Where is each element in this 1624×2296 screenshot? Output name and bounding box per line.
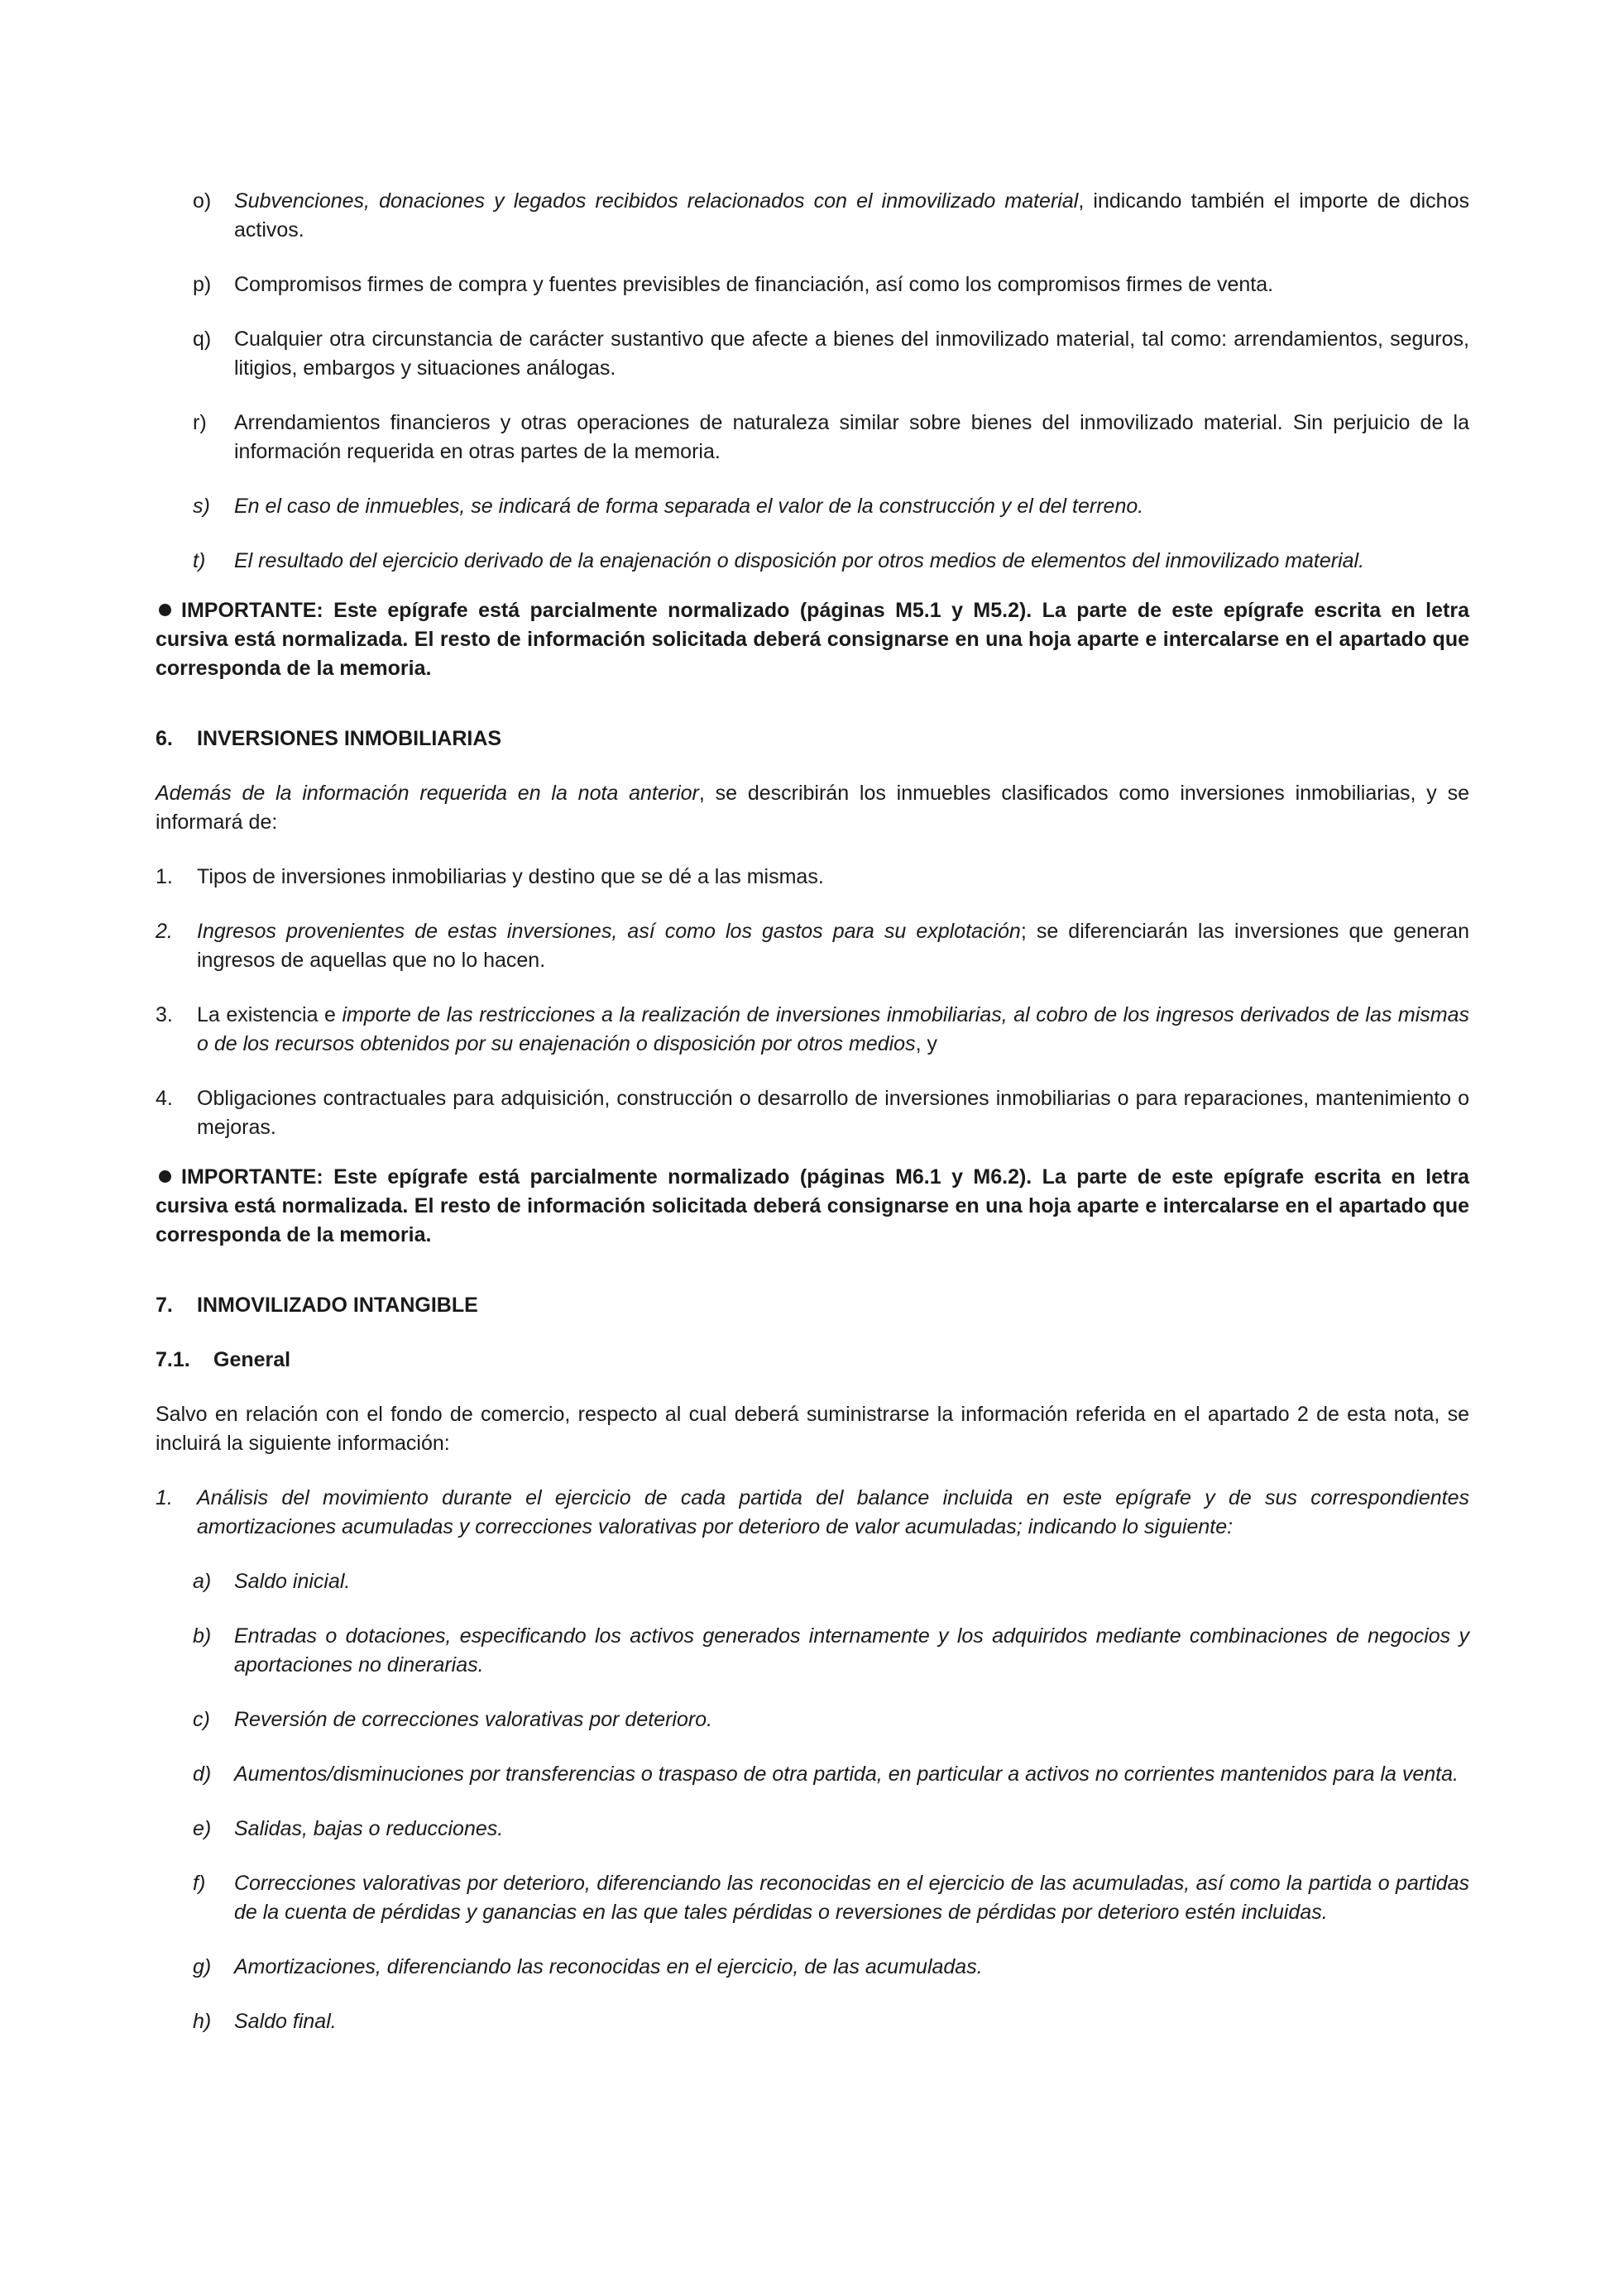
list-item-o — [156, 187, 1469, 245]
list-label: 3. — [156, 1003, 173, 1026]
subsection-heading-7-1 — [156, 1346, 1469, 1375]
list-text: Obligaciones contractuales para adquisición, construcción o desarrollo de inversiones inmobiliarias o para reparaciones, mantenimiento o mejoras. — [197, 1087, 1469, 1139]
list-label: r) — [193, 411, 207, 434]
section-heading-6 — [156, 725, 1469, 753]
list-label: c) — [193, 1708, 210, 1731]
list-text: Salidas, bajas o reducciones. — [234, 1817, 504, 1840]
list-item-s — [156, 492, 1469, 521]
list-text: Saldo inicial. — [234, 1570, 351, 1593]
list-text: Aumentos/disminuciones por transferencias o traspaso de otra partida, en particular a activos no corrientes mantenidos para la venta. — [234, 1763, 1459, 1786]
list-label: 2. — [156, 920, 173, 943]
list-text: En el caso de inmuebles, se indicará de forma separada el valor de la construcción y el del terreno. — [234, 495, 1144, 518]
section-title: INMOVILIZADO INTANGIBLE — [197, 1294, 478, 1317]
list-text: Arrendamientos financieros y otras operaciones de naturaleza similar sobre bienes del inmovilizado material. Sin perjuicio de la información requerida en otras partes de la memoria. — [234, 411, 1469, 463]
list-text: Amortizaciones, diferenciando las reconocidas en el ejercicio, de las acumuladas. — [234, 1955, 983, 1978]
list-label: d) — [193, 1763, 212, 1786]
list-text: Entradas o dotaciones, especificando los activos generados internamente y los adquiridos mediante combinaciones de negocios y aportaciones no dinerarias. — [234, 1624, 1469, 1677]
subsection-number: 7.1. — [156, 1348, 190, 1371]
list-text: Análisis del movimiento durante el ejercicio de cada partida del balance incluida en este epígrafe y de sus correspondientes amortizaciones acumuladas y correcciones valorativas por deterioro de valor acumuladas; indicando lo siguiente: — [197, 1486, 1469, 1538]
list-item-1 — [156, 863, 1469, 892]
document-page — [156, 182, 1469, 2036]
section-number: 7. — [156, 1294, 173, 1317]
list-item-c — [156, 1705, 1469, 1734]
list-label: b) — [193, 1624, 212, 1648]
list-item-1 — [156, 1484, 1469, 1542]
list-text: Reversión de correcciones valorativas por deterioro. — [234, 1708, 713, 1731]
list-label: 4. — [156, 1087, 173, 1110]
list-item-b — [156, 1622, 1469, 1680]
list-text-italic: Ingresos provenientes de estas inversiones, así como los gastos para su explotación — [197, 920, 1021, 943]
subsection-title: General — [213, 1348, 291, 1371]
list-item-d — [156, 1760, 1469, 1789]
section-number: 6. — [156, 727, 173, 750]
list-item-q — [156, 325, 1469, 383]
list-label: 1. — [156, 865, 173, 888]
list-item-f — [156, 1869, 1469, 1927]
list-label: t) — [193, 549, 206, 572]
list-label: p) — [193, 273, 212, 296]
section-title: INVERSIONES INMOBILIARIAS — [197, 727, 502, 750]
list-item-3: 3. La existencia e importe de las restricciones a la realización de inversiones inmobiliarias, al cobro de los ingresos derivados de las mismas o de los recursos obtenidos por su enajenación o disposición por otros medios, y — [156, 1001, 1469, 1059]
list-item-t — [156, 547, 1469, 576]
list-label: 1. — [156, 1486, 173, 1509]
list-text: Compromisos firmes de compra y fuentes previsibles de financiación, así como los compromisos firmes de venta. — [234, 273, 1274, 296]
list-text-italic: importe de las restricciones a la realización de inversiones inmobiliarias, al cobro de los ingresos derivados de las mismas o de los recursos obtenidos por su enajenación o disposición por otros medios — [197, 1003, 1470, 1055]
list-label: h) — [193, 2010, 212, 2033]
list-item-2 — [156, 917, 1469, 975]
important-note: IMPORTANTE: Este epígrafe está parcialmente normalizado (páginas M5.1 y M5.2). La parte de este epígrafe escrita en letra cursiva está normalizada. El resto de información solicitada deberá consignarse en una hoja aparte e intercalarse en el apartado que corresponda de la memoria. — [156, 599, 1469, 680]
list-text: El resultado del ejercicio derivado de la enajenación o disposición por otros medios de elementos del inmovilizado material. — [234, 549, 1365, 572]
list-item-4 — [156, 1084, 1469, 1142]
bullet-icon — [159, 1170, 171, 1183]
list-label: a) — [193, 1570, 212, 1593]
list-text: Tipos de inversiones inmobiliarias y destino que se dé a las mismas. — [197, 865, 824, 888]
list-label: g) — [193, 1955, 212, 1978]
list-text: Saldo final. — [234, 2010, 337, 2033]
list-text: Cualquier otra circunstancia de carácter sustantivo que afecte a bienes del inmovilizado material, tal como: arrendamientos, seguros, litigios, embargos y situaciones análogas. — [234, 328, 1469, 380]
list-item-r — [156, 409, 1469, 466]
list-item-e — [156, 1815, 1469, 1844]
list-label: e) — [193, 1817, 212, 1840]
list-text: , indicando también el importe de dichos activos. — [234, 189, 1469, 242]
list-text-italic: Subvenciones, donaciones y legados recibidos relacionados con el inmovilizado material — [234, 189, 1079, 213]
list-label: o) — [193, 189, 212, 213]
list-label: q) — [193, 328, 212, 351]
list-item-a — [156, 1567, 1469, 1596]
list-label: s) — [193, 495, 210, 518]
list-item-g — [156, 1953, 1469, 1982]
section-heading-7 — [156, 1291, 1469, 1320]
subsection-intro: Salvo en relación con el fondo de comercio, respecto al cual deberá suministrarse la información referida en el apartado 2 de esta nota, se incluirá la siguiente información: — [156, 1403, 1469, 1455]
section-intro: Además de la información requerida en la nota anterior, se describirán los inmuebles clasificados como inversiones inmobiliarias, y se informará de: — [156, 782, 1469, 834]
list-item-p — [156, 270, 1469, 299]
list-item-h — [156, 2007, 1469, 2036]
important-note: IMPORTANTE: Este epígrafe está parcialmente normalizado (páginas M6.1 y M6.2). La parte de este epígrafe escrita en letra cursiva está normalizada. El resto de información solicitada deberá consignarse en una hoja aparte e intercalarse en el apartado que corresponda de la memoria. — [156, 1165, 1469, 1246]
list-text: ; se diferenciarán las inversiones que generan ingresos de aquellas que no lo hacen. — [197, 920, 1469, 972]
bullet-icon — [159, 604, 171, 616]
list-text: Correcciones valorativas por deterioro, diferenciando las reconocidas en el ejercicio de las acumuladas, así como la partida o partidas de la cuenta de pérdidas y ganancias en las que tales pérdidas o reversiones de pérdidas por deterioro estén incluidas. — [234, 1872, 1469, 1924]
list-label: f) — [193, 1872, 206, 1895]
